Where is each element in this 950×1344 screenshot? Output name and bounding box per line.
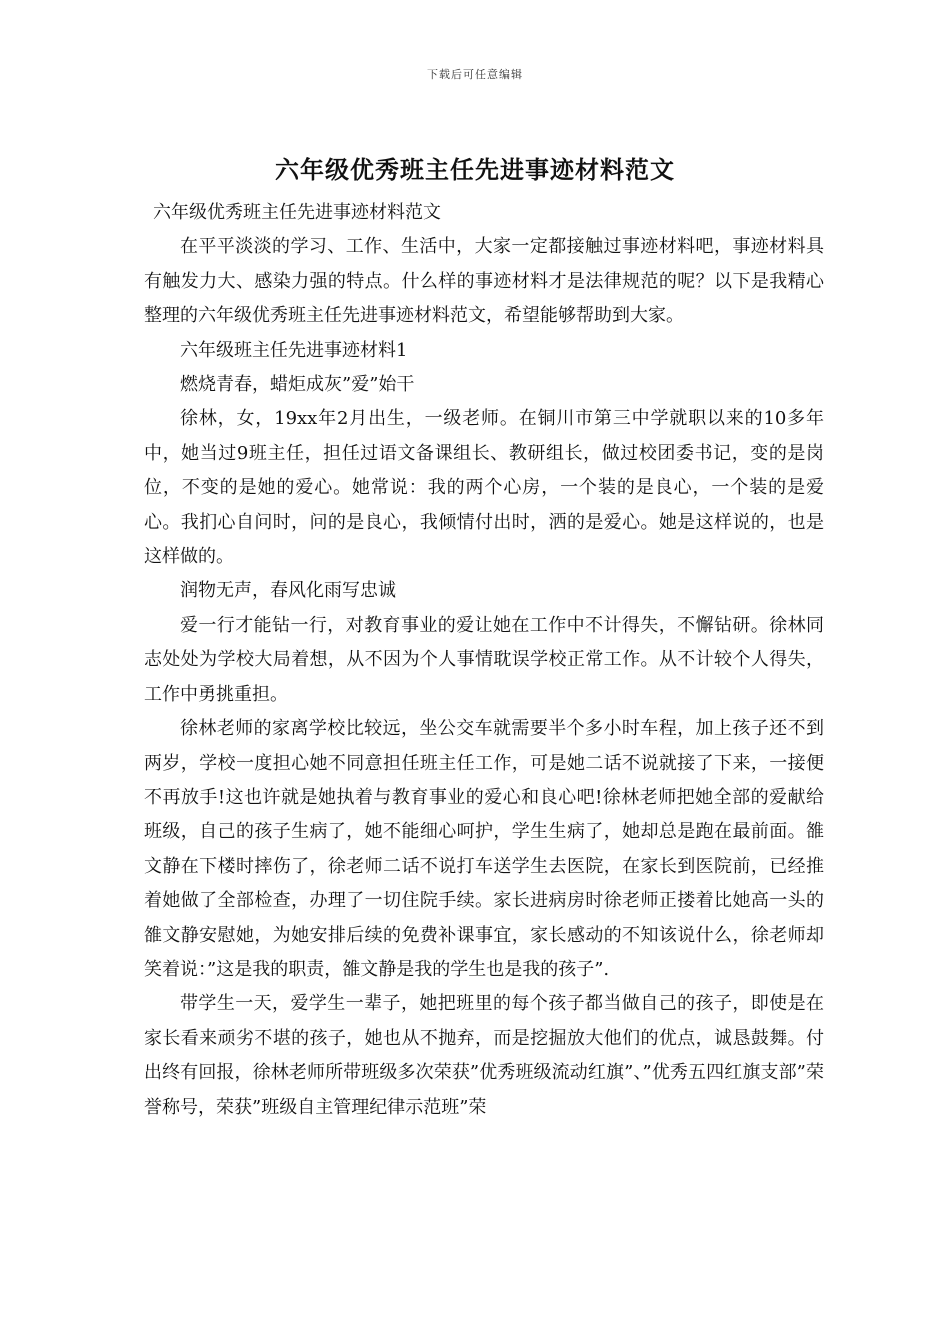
body-paragraph: 徐林，女，19xx年2月出生，一级老师。在铜川市第三中学就职以来的10多年中，她当过9班主任，担任过语文备课组长、教研组长，做过校团委书记，变的是岗位，不变的是她的爱心。她常说：我的两个心房，一个装的是良心，一个装的是爱心。我扪心自问时，问的是良心，我倾情付出时，洒的是爱心。她是这样说的，也是这样做的。 bbox=[144, 408, 824, 568]
section-subheading: 润物无声，春风化雨写忠诚 bbox=[180, 580, 396, 602]
header-note: 下载后可任意编辑 bbox=[427, 68, 523, 81]
section-heading: 六年级班主任先进事迹材料1 bbox=[180, 339, 408, 361]
document-body bbox=[144, 196, 824, 1125]
subtitle-paragraph: 六年级优秀班主任先进事迹材料范文 bbox=[153, 202, 441, 223]
body-paragraph: 带学生一天，爱学生一辈子，她把班里的每个孩子都当做自己的孩子，即使是在家长看来顽劣不堪的孩子，她也从不抛弃，而是挖掘放大他们的优点，诚恳鼓舞。付出终有回报，徐林老师所带班级多次荣获”优秀班级流动红旗”、”优秀五四红旗支部”荣誉称号，荣获”班级自主管理纪律示范班”荣 bbox=[144, 993, 824, 1118]
body-paragraph: 徐林老师的家离学校比较远，坐公交车就需要半个多小时车程，加上孩子还不到两岁，学校一度担心她不同意担任班主任工作，可是她二话不说就接了下来，一接便不再放手!这也许就是她执着与教育事业的爱心和良心吧!徐林老师把她全部的爱献给班级，自己的孩子生病了，她不能细心呵护，学生生病了，她却总是跑在最前面。雒文静在下楼时摔伤了，徐老师二话不说打车送学生去医院，在家长到医院前，已经推着她做了全部检查，办理了一切住院手续。家长进病房时徐老师正搂着比她高一头的雒文静安慰她，为她安排后续的免费补课事宜，家长感动的不知该说什么，徐老师却笑着说：”这是我的职责，雒文静是我的学生也是我的孩子”. bbox=[144, 718, 824, 980]
document-title: 六年级优秀班主任先进事迹材料范文 bbox=[275, 155, 675, 184]
body-paragraph: 爱一行才能钻一行，对教育事业的爱让她在工作中不计得失，不懈钻研。徐林同志处处为学校大局着想，从不因为个人事情耽误学校正常工作。从不计较个人得失，工作中勇挑重担。 bbox=[144, 614, 824, 705]
intro-paragraph: 在平平淡淡的学习、工作、生活中，大家一定都接触过事迹材料吧，事迹材料具有触发力大、感染力强的特点。什么样的事迹材料才是法律规范的呢？以下是我精心整理的六年级优秀班主任先进事迹材料范文，希望能够帮助到大家。 bbox=[144, 236, 824, 327]
section-subheading: 燃烧青春，蜡炬成灰”爱”始干 bbox=[180, 374, 415, 396]
